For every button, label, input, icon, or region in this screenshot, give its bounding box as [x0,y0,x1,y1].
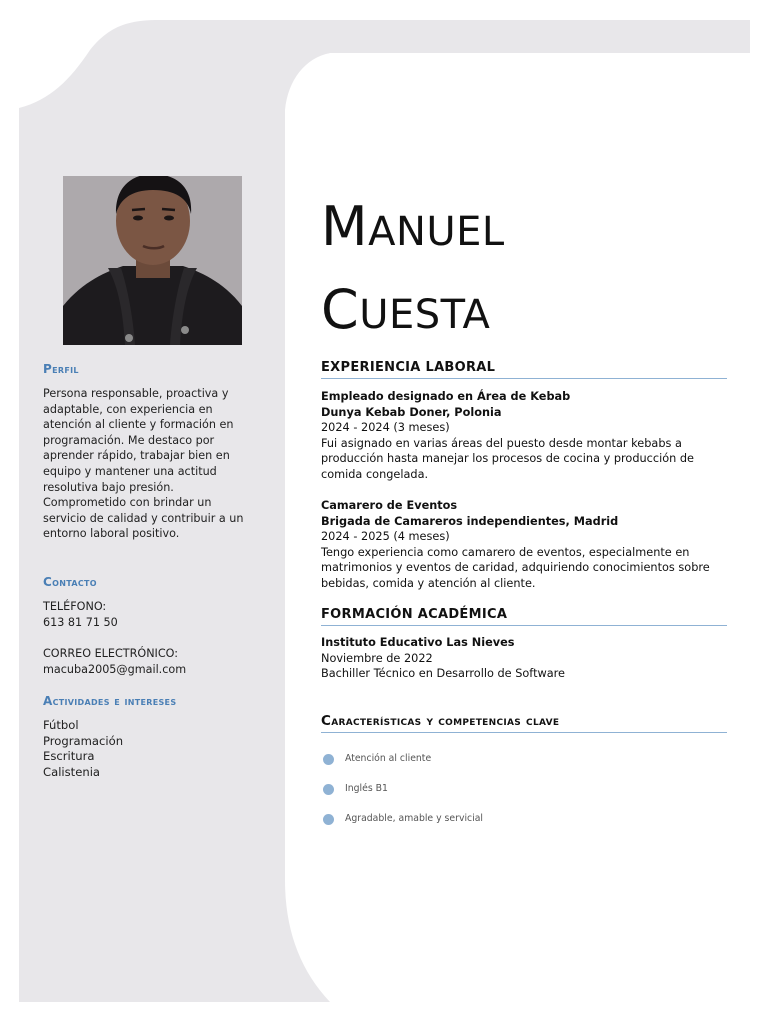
last-name-rest: UESTA [359,292,491,338]
email-label: CORREO ELECTRÓNICO: [43,647,179,660]
job-entry [321,498,721,592]
first-name-rest: ANUEL [368,209,505,255]
job-role: Empleado designado en Área de Kebab [321,390,571,403]
email-address: macuba2005@gmail.com [43,662,187,676]
profile-section-title: Perfil [43,362,79,376]
bullet-dot-icon [323,784,334,795]
interest-item: Programación [43,733,124,748]
education-section-title: FORMACIÓN ACADÉMICA [321,607,727,626]
contact-email-block [43,646,248,677]
job-dates: 2024 - 2025 (4 meses) [321,530,450,544]
job-role: Camarero de Eventos [321,499,458,512]
profile-photo [63,176,242,345]
candidate-first-name [321,195,505,258]
last-name-initial: C [321,278,360,341]
first-name-initial: M [321,195,369,258]
bullet-dot-icon [323,814,334,825]
job-company: Brigada de Camareros independientes, Madrid [321,514,619,528]
skill-label: Agradable, amable y servicial [345,813,484,824]
contact-phone-block [43,599,248,630]
graduation-date: Noviembre de 2022 [321,651,433,665]
skill-label: Inglés B1 [345,783,388,794]
skill-item [322,781,483,811]
profile-summary: Persona responsable, proactiva y adaptable, con experiencia en atención al cliente y formación en programación. Me destaco por aprender rápido, trabajar bien en equipo y mantener una actitud resolutiva bajo presión. Comprometido con brindar un servicio de calidad y contribuir a un entorno laboral positivo. [43,387,244,541]
experience-section-title: EXPERIENCIA LABORAL [321,360,727,379]
interests-section-title: Actividades e intereses [43,694,177,708]
phone-number: 613 81 71 50 [43,615,118,629]
interest-item: Calistenia [43,764,101,779]
interest-item: Escritura [43,749,95,764]
job-company: Dunya Kebab Doner, Polonia [321,405,502,419]
skills-section-title: Características y competencias clave [321,713,727,733]
job-description: Tengo experiencia como camarero de eventos, especialmente en matrimonios y eventos de caridad, adquiriendo conocimientos sobre bebidas, comida y atención al cliente. [321,545,710,590]
job-dates: 2024 - 2024 (3 meses) [321,421,450,435]
skill-label: Atención al cliente [345,753,432,764]
bullet-dot-icon [323,754,334,765]
job-description: Fui asignado en varias áreas del puesto desde montar kebabs a producción hasta manejar los procesos de cocina y producción de comida congelada. [321,436,695,481]
interests-list [43,718,123,780]
skill-item [322,811,483,841]
education-entry [321,635,721,682]
job-entry [321,389,721,483]
interest-item: Fútbol [43,718,79,732]
skill-item [322,751,483,781]
candidate-last-name [321,278,491,341]
school-name: Instituto Educativo Las Nieves [321,636,515,649]
phone-label: TELÉFONO: [43,600,107,613]
skills-list [322,751,483,841]
degree-name: Bachiller Técnico en Desarrollo de Software [321,667,566,681]
contact-section-title: Contacto [43,575,97,589]
